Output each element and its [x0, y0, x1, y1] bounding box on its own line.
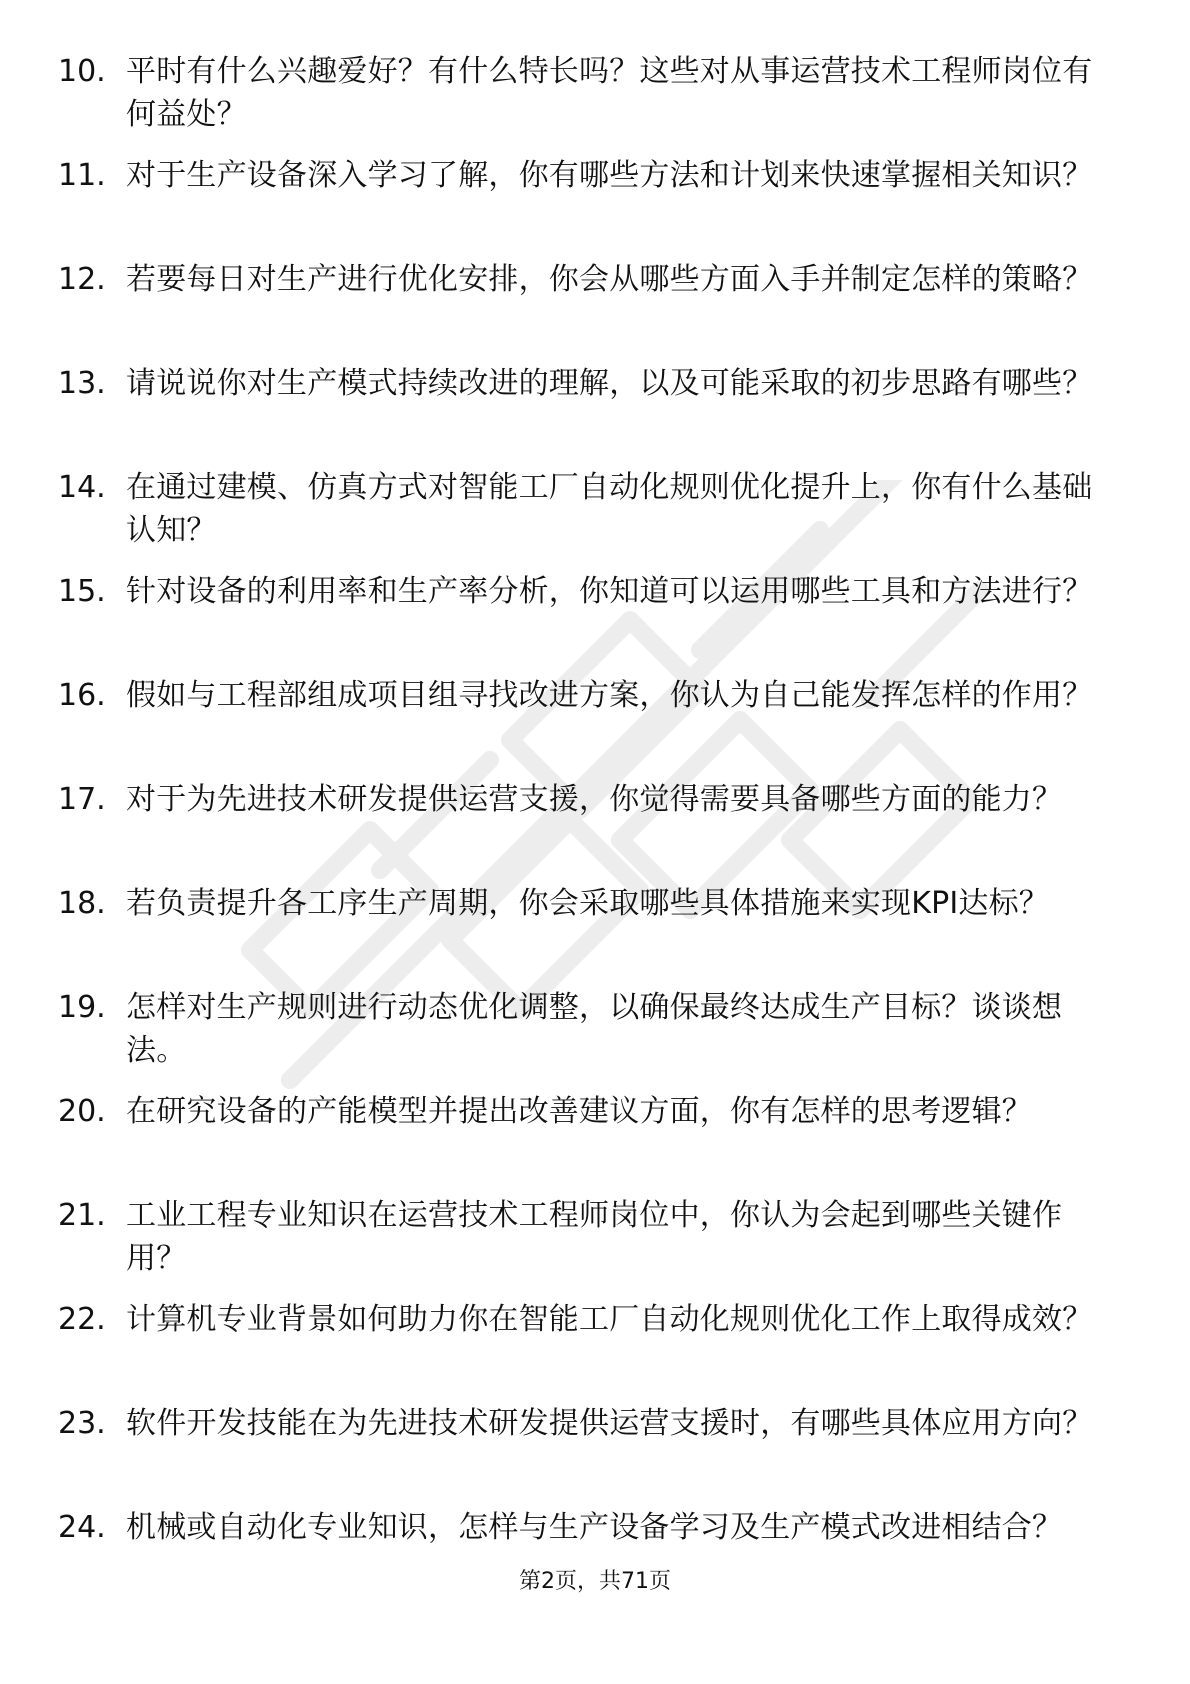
- question-item: [58, 570, 1118, 674]
- question-text: 在研究设备的产能模型并提出改善建议方面，你有怎样的思考逻辑？: [126, 1094, 1032, 1129]
- question-item: [58, 986, 1118, 1090]
- question-item: [58, 258, 1118, 362]
- question-list: [58, 50, 1118, 1610]
- question-item: [58, 1090, 1118, 1194]
- question-text: 请说说你对生产模式持续改进的理解，以及可能采取的初步思路有哪些？: [126, 366, 1093, 401]
- question-number: 10.: [58, 54, 106, 89]
- question-number: 18.: [58, 886, 106, 921]
- question-item: [58, 362, 1118, 466]
- question-number: 15.: [58, 574, 106, 609]
- question-item: [58, 50, 1118, 154]
- question-number: 20.: [58, 1094, 106, 1129]
- question-number: 14.: [58, 470, 106, 505]
- question-number: 12.: [58, 262, 106, 297]
- question-item: [58, 882, 1118, 986]
- question-text: 假如与工程部组成项目组寻找改进方案，你认为自己能发挥怎样的作用？: [126, 678, 1093, 713]
- question-item: [58, 674, 1118, 778]
- question-item: [58, 1194, 1118, 1298]
- question-number: 16.: [58, 678, 106, 713]
- question-text: 在通过建模、仿真方式对智能工厂自动化规则优化提升上，你有什么基础认知？: [126, 470, 1093, 548]
- question-number: 21.: [58, 1198, 106, 1233]
- question-item: [58, 466, 1118, 570]
- question-number: 11.: [58, 158, 106, 193]
- question-text: 软件开发技能在为先进技术研发提供运营支援时，有哪些具体应用方向？: [126, 1406, 1093, 1441]
- question-text: 平时有什么兴趣爱好？有什么特长吗？这些对从事运营技术工程师岗位有何益处？: [126, 54, 1093, 132]
- question-number: 17.: [58, 782, 106, 817]
- question-text: 怎样对生产规则进行动态优化调整，以确保最终达成生产目标？谈谈想法。: [126, 990, 1063, 1068]
- question-text: 对于为先进技术研发提供运营支援，你觉得需要具备哪些方面的能力？: [126, 782, 1063, 817]
- question-item: [58, 1402, 1118, 1506]
- question-number: 23.: [58, 1406, 106, 1441]
- question-text: 对于生产设备深入学习了解，你有哪些方法和计划来快速掌握相关知识？: [126, 158, 1093, 193]
- question-item: [58, 154, 1118, 258]
- question-number: 24.: [58, 1510, 106, 1545]
- question-text: 机械或自动化专业知识，怎样与生产设备学习及生产模式改进相结合？: [126, 1510, 1063, 1545]
- question-text: 工业工程专业知识在运营技术工程师岗位中，你认为会起到哪些关键作用？: [126, 1198, 1063, 1276]
- question-item: [58, 1298, 1118, 1402]
- question-text: 若负责提升各工序生产周期，你会采取哪些具体措施来实现KPI达标？: [126, 886, 1050, 921]
- question-text: 针对设备的利用率和生产率分析，你知道可以运用哪些工具和方法进行？: [126, 574, 1093, 609]
- question-number: 13.: [58, 366, 106, 401]
- question-item: [58, 778, 1118, 882]
- question-text: 计算机专业背景如何助力你在智能工厂自动化规则优化工作上取得成效？: [126, 1302, 1093, 1337]
- question-number: 19.: [58, 990, 106, 1025]
- question-number: 22.: [58, 1302, 106, 1337]
- question-text: 若要每日对生产进行优化安排，你会从哪些方面入手并制定怎样的策略？: [126, 262, 1093, 297]
- page-footer: 第2页，共71页: [519, 1569, 671, 1594]
